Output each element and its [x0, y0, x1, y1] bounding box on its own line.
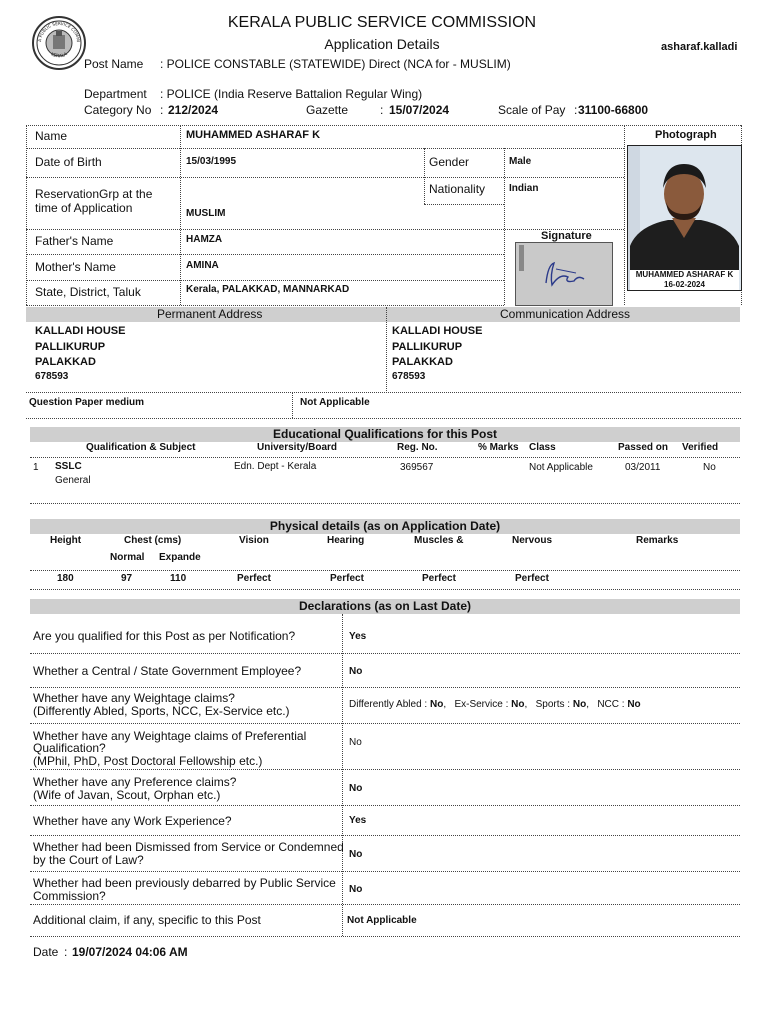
page-title: KERALA PUBLIC SERVICE COMMISSION [227, 14, 537, 31]
gender-value: Male [509, 156, 532, 167]
edu-header-passed: Passed on [618, 442, 669, 453]
phys-header-hearing: Hearing [327, 535, 365, 546]
ncc-label: NCC : [597, 699, 628, 710]
phys-height: 180 [57, 573, 74, 584]
declaration-question: Whether have any Weightage claims? [33, 691, 235, 705]
divider [30, 871, 740, 872]
dob-label: Date of Birth [35, 155, 102, 169]
divider [30, 805, 740, 806]
es-label: Ex-Service : [454, 699, 512, 710]
divider [30, 589, 740, 590]
department-label: Department [84, 87, 147, 101]
divider [180, 125, 181, 305]
sports-label: Sports : [535, 699, 573, 710]
edu-header-verified: Verified [682, 442, 719, 453]
divider [26, 305, 504, 306]
divider [26, 254, 504, 255]
declaration-question: by the Court of Law? [33, 853, 144, 867]
divider [292, 392, 293, 418]
state-value: Kerala, PALAKKAD, MANNARKAD [186, 284, 350, 295]
declaration-question: Whether a Central / State Government Employee? [33, 664, 302, 678]
edu-class: Not Applicable [529, 462, 593, 473]
photo-label: Photograph [655, 129, 717, 141]
father-value: HAMZA [186, 234, 223, 245]
edu-header-class: Class [529, 442, 556, 453]
divider [30, 457, 740, 458]
education-title: Educational Qualifications for this Post [30, 427, 740, 442]
scale-label: Scale of Pay [498, 103, 566, 117]
declaration-question: (Differently Abled, Sports, NCC, Ex-Service etc.) [33, 704, 290, 718]
page-subtitle: Application Details [324, 36, 440, 52]
phys-header-vision: Vision [239, 535, 269, 546]
user-id: asharaf.kalladi [661, 41, 738, 53]
divider [30, 503, 740, 504]
state-label: State, District, Taluk [35, 285, 141, 299]
category-colon: : [160, 103, 164, 117]
signature-label: Signature [541, 230, 592, 242]
scale-colon: : [574, 103, 578, 117]
physical-title: Physical details (as on Application Date) [30, 519, 740, 534]
declaration-question: Whether had been previously debarred by Public Service [33, 876, 336, 890]
mother-value: AMINA [186, 260, 219, 271]
divider [342, 614, 343, 936]
edu-header-qualification: Qualification & Subject [86, 442, 196, 453]
divider [30, 723, 740, 724]
edu-verified: No [703, 462, 716, 473]
name-label: Name [35, 129, 68, 143]
phys-expande: 110 [170, 573, 187, 584]
declaration-answer: Yes [349, 815, 367, 826]
permanent-address-line: KALLADI HOUSE [35, 325, 126, 337]
declaration-question: Whether have any Preference claims? [33, 775, 237, 789]
permanent-address-line: PALLIKURUP [35, 341, 106, 353]
declaration-answer: No [349, 737, 362, 748]
medium-label: Question Paper medium [29, 397, 145, 408]
phys-nervous: Perfect [515, 573, 549, 584]
gender-label: Gender [429, 155, 470, 169]
da-value: No [429, 699, 444, 710]
divider [26, 125, 741, 126]
father-label: Father's Name [35, 234, 114, 248]
phys-header-normal: Normal [110, 552, 145, 563]
applicant-photo [627, 145, 742, 291]
phys-header-remarks: Remarks [636, 535, 679, 546]
declaration-answer: No [349, 884, 363, 895]
table-row [30, 460, 740, 500]
edu-subject: General [55, 475, 91, 486]
reservation-value: MUSLIM [186, 208, 226, 219]
divider [30, 769, 740, 770]
divider [424, 148, 425, 204]
edu-passed: 03/2011 [625, 462, 661, 473]
divider [624, 125, 625, 305]
svg-text:KERALA: KERALA [49, 52, 69, 60]
divider [26, 418, 741, 419]
declaration-answer: Yes [349, 631, 367, 642]
communication-address-line: KALLADI HOUSE [392, 325, 483, 337]
mother-label: Mother's Name [35, 260, 116, 274]
communication-address-line: PALAKKAD [392, 356, 453, 368]
nationality-value: Indian [509, 183, 539, 194]
post-name-label: Post Name [84, 57, 144, 71]
edu-header-marks: % Marks [478, 442, 519, 453]
divider [26, 280, 504, 281]
gazette-label: Gazette [306, 103, 349, 117]
date-colon: : [64, 945, 68, 959]
declaration-question: Commission? [33, 889, 106, 903]
divider [30, 904, 740, 905]
phys-header-expande: Expande [159, 552, 201, 563]
permanent-address-line: 678593 [35, 371, 69, 382]
gazette-colon: : [380, 103, 384, 117]
divider [30, 570, 740, 571]
phys-header-height: Height [50, 535, 82, 546]
date-value: 19/07/2024 04:06 AM [72, 945, 188, 959]
divider [424, 204, 504, 205]
category-value: 212/2024 [168, 103, 219, 117]
declaration-question: Are you qualified for this Post as per Notification? [33, 629, 296, 643]
declaration-question: Whether had been Dismissed from Service or Condemned [33, 840, 344, 854]
divider [26, 392, 741, 393]
edu-header-university: University/Board [257, 442, 338, 453]
declaration-answer: No [349, 666, 363, 677]
declaration-question: Whether have any Work Experience? [33, 814, 232, 828]
divider [504, 148, 505, 305]
communication-address-title: Communication Address [500, 307, 631, 321]
divider [26, 177, 624, 178]
nationality-label: Nationality [429, 182, 486, 196]
edu-regno: 369567 [400, 462, 434, 473]
post-name-value: : POLICE CONSTABLE (STATEWIDE) Direct (NCA for - MUSLIM) [160, 57, 511, 71]
department-value: : POLICE (India Reserve Battalion Regular Wing) [160, 87, 423, 101]
divider [30, 687, 740, 688]
sports-value: No [572, 699, 587, 710]
photo-caption-name: MUHAMMED ASHARAF K [635, 270, 734, 279]
edu-header-regno: Reg. No. [397, 442, 438, 453]
da-label: Differently Abled : [349, 699, 430, 710]
declaration-answer: No [349, 783, 363, 794]
applicant-signature [515, 242, 613, 306]
gazette-value: 15/07/2024 [389, 103, 450, 117]
weightage-answer: Differently Abled : No, Ex-Service : No, Sports : No, NCC : No [349, 699, 641, 710]
category-label: Category No [84, 103, 152, 117]
edu-university: Edn. Dept - Kerala [234, 461, 317, 472]
divider [30, 835, 740, 836]
declaration-question: Whether have any Weightage claims of Preferential [33, 729, 307, 743]
phys-hearing: Perfect [330, 573, 364, 584]
edu-qualification: SSLC [55, 461, 82, 472]
name-value: MUHAMMED ASHARAF K [186, 129, 321, 141]
declaration-question: (MPhil, PhD, Post Doctoral Fellowship etc.) [33, 754, 263, 768]
phys-muscles: Perfect [422, 573, 456, 584]
divider [30, 653, 740, 654]
communication-address-line: PALLIKURUP [392, 341, 463, 353]
declaration-question: Additional claim, if any, specific to this Post [33, 913, 261, 927]
divider [26, 125, 27, 305]
scale-value: 31100-66800 [578, 103, 649, 117]
declaration-question: Qualification? [33, 741, 106, 755]
declaration-answer: Not Applicable [347, 915, 417, 926]
medium-value: Not Applicable [300, 397, 370, 408]
phys-header-nervous: Nervous [512, 535, 553, 546]
declaration-question: (Wife of Javan, Scout, Orphan etc.) [33, 788, 221, 802]
svg-text:KERALA PUBLIC SERVICE COMMISSI: A PUBLIC SERVICE COMMI [37, 20, 81, 43]
declaration-answer: No [349, 849, 363, 860]
date-label: Date [33, 945, 59, 959]
ncc-value: No [627, 699, 641, 710]
dob-value: 15/03/1995 [186, 156, 237, 167]
phys-normal: 97 [121, 573, 133, 584]
phys-vision: Perfect [237, 573, 271, 584]
divider [386, 307, 387, 391]
es-value: No [511, 699, 525, 710]
signature-icon [516, 243, 612, 305]
edu-index: 1 [33, 462, 39, 473]
address-header-bar [26, 307, 740, 322]
person-photo-icon [628, 146, 741, 290]
phys-header-chest: Chest (cms) [124, 535, 182, 546]
phys-header-muscles: Muscles & [414, 535, 464, 546]
divider [26, 148, 624, 149]
permanent-address-title: Permanent Address [157, 307, 263, 321]
divider [26, 229, 624, 230]
divider [30, 936, 740, 937]
photo-caption-date: 16-02-2024 [664, 280, 705, 289]
declarations-title: Declarations (as on Last Date) [30, 599, 740, 614]
permanent-address-line: PALAKKAD [35, 356, 96, 368]
communication-address-line: 678593 [392, 371, 426, 382]
reservation-label: ReservationGrp at the time of Application [35, 187, 153, 215]
